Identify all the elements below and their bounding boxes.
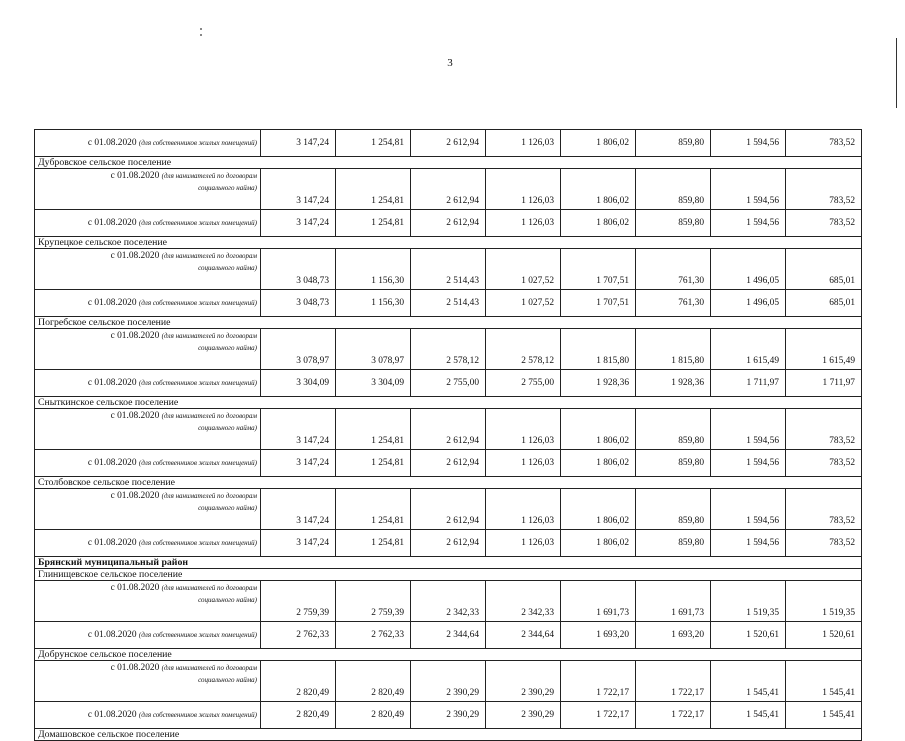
row-label-cell	[35, 409, 261, 450]
tariff-value-cell: 859,80	[636, 489, 711, 530]
tariff-value-cell: 859,80	[636, 130, 711, 157]
tariff-value-cell: 1 520,61	[786, 622, 862, 649]
consumer-note-cont: социального найма)	[198, 676, 257, 684]
tariff-value-cell: 2 759,39	[336, 581, 411, 622]
tariff-value-cell: 2 762,33	[336, 622, 411, 649]
tariff-value-cell: 685,01	[786, 290, 862, 317]
settlement-header-row	[35, 237, 862, 249]
tariff-value-cell: 1 691,73	[561, 581, 636, 622]
tariff-value-cell: 783,52	[786, 409, 862, 450]
tariff-value-cell: 761,30	[636, 249, 711, 290]
tariff-value-cell: 1 156,30	[336, 249, 411, 290]
consumer-note: (для собственников жилых помещений)	[138, 711, 257, 719]
effective-date: с 01.08.2020	[87, 218, 137, 228]
effective-date: с 01.08.2020	[87, 138, 137, 148]
tariff-value-cell: 1 722,17	[561, 702, 636, 729]
row-label-cell	[35, 661, 261, 702]
effective-date: с 01.08.2020	[87, 630, 137, 640]
tariff-table	[34, 129, 862, 741]
settlement-header-row	[35, 649, 862, 661]
effective-date: с 01.08.2020	[110, 251, 160, 261]
tariff-value-cell: 3 304,09	[261, 370, 336, 397]
owner-tariff-row	[35, 290, 862, 317]
tenant-tariff-row	[35, 581, 862, 622]
tariff-value-cell: 1 615,49	[786, 329, 862, 370]
tariff-value-cell: 1 594,56	[711, 409, 786, 450]
tariff-value-cell: 1 722,17	[636, 702, 711, 729]
row-label-cell	[35, 130, 261, 157]
tariff-value-cell: 2 762,33	[261, 622, 336, 649]
tariff-value-cell: 1 806,02	[561, 169, 636, 210]
tariff-value-cell: 2 612,94	[411, 210, 486, 237]
tariff-value-cell: 1 496,05	[711, 290, 786, 317]
tariff-value-cell: 2 514,43	[411, 249, 486, 290]
tariff-value-cell: 1 126,03	[486, 210, 561, 237]
tariff-value-cell: 2 612,94	[411, 169, 486, 210]
settlement-header-row	[35, 477, 862, 489]
settlement-name: Столбовское сельское поселение	[35, 477, 862, 489]
tariff-value-cell: 783,52	[786, 489, 862, 530]
tariff-value-cell: 1 545,41	[786, 661, 862, 702]
tariff-value-cell: 1 594,56	[711, 530, 786, 557]
tariff-value-cell: 1 126,03	[486, 130, 561, 157]
tariff-value-cell: 1 126,03	[486, 530, 561, 557]
tariff-value-cell: 1 156,30	[336, 290, 411, 317]
consumer-note: (для собственников жилых помещений)	[138, 459, 257, 467]
tariff-value-cell: 3 147,24	[261, 169, 336, 210]
tariff-value-cell: 1 711,97	[786, 370, 862, 397]
tenant-tariff-row	[35, 489, 862, 530]
tariff-value-cell: 1 254,81	[336, 130, 411, 157]
tariff-value-cell: 1 806,02	[561, 530, 636, 557]
tariff-value-cell: 1 254,81	[336, 210, 411, 237]
tariff-value-cell: 685,01	[786, 249, 862, 290]
settlement-header-row	[35, 397, 862, 409]
tariff-value-cell: 2 390,29	[486, 661, 561, 702]
settlement-name: Крупецкое сельское поселение	[35, 237, 862, 249]
tariff-value-cell: 3 048,73	[261, 290, 336, 317]
row-label-cell	[35, 581, 261, 622]
tariff-value-cell: 1 254,81	[336, 489, 411, 530]
effective-date: с 01.08.2020	[110, 411, 160, 421]
row-label-cell	[35, 370, 261, 397]
tariff-value-cell: 1 707,51	[561, 290, 636, 317]
effective-date: с 01.08.2020	[87, 298, 137, 308]
tariff-value-cell: 2 820,49	[336, 702, 411, 729]
row-label-cell	[35, 290, 261, 317]
district-header-row	[35, 557, 862, 569]
effective-date: с 01.08.2020	[87, 538, 137, 548]
tariff-value-cell: 2 755,00	[486, 370, 561, 397]
tariff-table-body	[35, 130, 862, 741]
tariff-value-cell: 1 027,52	[486, 249, 561, 290]
tariff-value-cell: 2 390,29	[411, 661, 486, 702]
effective-date: с 01.08.2020	[110, 171, 160, 181]
tariff-value-cell: 2 344,64	[411, 622, 486, 649]
consumer-note-cont: социального найма)	[198, 344, 257, 352]
settlement-name: Погребское сельское поселение	[35, 317, 862, 329]
tariff-value-cell: 1 815,80	[561, 329, 636, 370]
effective-date: с 01.08.2020	[87, 378, 137, 388]
row-label-cell	[35, 329, 261, 370]
tenant-tariff-row	[35, 661, 862, 702]
consumer-note: (для нанимателей по договорам	[161, 172, 257, 180]
owner-tariff-row	[35, 622, 862, 649]
tariff-value-cell: 1 594,56	[711, 210, 786, 237]
tariff-value-cell: 2 578,12	[411, 329, 486, 370]
tariff-value-cell: 1 594,56	[711, 450, 786, 477]
consumer-note-cont: социального найма)	[198, 184, 257, 192]
tariff-value-cell: 1 806,02	[561, 409, 636, 450]
tariff-value-cell: 1 027,52	[486, 290, 561, 317]
scan-edge-mark	[896, 38, 897, 108]
effective-date: с 01.08.2020	[87, 458, 137, 468]
tenant-tariff-row	[35, 249, 862, 290]
tariff-value-cell: 2 612,94	[411, 130, 486, 157]
consumer-note: (для собственников жилых помещений)	[138, 139, 257, 147]
consumer-note: (для нанимателей по договорам	[161, 584, 257, 592]
tariff-value-cell: 3 147,24	[261, 210, 336, 237]
tariff-value-cell: 1 806,02	[561, 130, 636, 157]
tariff-value-cell: 761,30	[636, 290, 711, 317]
tariff-value-cell: 2 514,43	[411, 290, 486, 317]
tariff-value-cell: 1 594,56	[711, 489, 786, 530]
row-label-cell	[35, 210, 261, 237]
tariff-value-cell: 1 928,36	[636, 370, 711, 397]
tariff-value-cell: 2 578,12	[486, 329, 561, 370]
tariff-value-cell: 2 612,94	[411, 409, 486, 450]
row-label-cell	[35, 450, 261, 477]
owner-tariff-row	[35, 702, 862, 729]
consumer-note-cont: социального найма)	[198, 264, 257, 272]
tariff-value-cell: 2 612,94	[411, 450, 486, 477]
tariff-value-cell: 2 390,29	[411, 702, 486, 729]
tariff-value-cell: 1 707,51	[561, 249, 636, 290]
tariff-value-cell: 783,52	[786, 450, 862, 477]
tariff-value-cell: 2 755,00	[411, 370, 486, 397]
tariff-value-cell: 1 126,03	[486, 409, 561, 450]
tariff-value-cell: 1 520,61	[711, 622, 786, 649]
tariff-value-cell: 859,80	[636, 169, 711, 210]
tariff-value-cell: 1 691,73	[636, 581, 711, 622]
tariff-value-cell: 1 545,41	[711, 702, 786, 729]
tariff-value-cell: 859,80	[636, 530, 711, 557]
settlement-header-row	[35, 157, 862, 169]
row-label-cell	[35, 169, 261, 210]
tariff-value-cell: 2 759,39	[261, 581, 336, 622]
scan-dot	[200, 28, 202, 30]
tariff-value-cell: 783,52	[786, 130, 862, 157]
district-name: Брянский муниципальный район	[35, 557, 862, 569]
tariff-value-cell: 3 147,24	[261, 450, 336, 477]
effective-date: с 01.08.2020	[110, 663, 160, 673]
tariff-value-cell: 1 594,56	[711, 169, 786, 210]
tariff-value-cell: 1 496,05	[711, 249, 786, 290]
tariff-value-cell: 1 126,03	[486, 489, 561, 530]
consumer-note: (для нанимателей по договорам	[161, 664, 257, 672]
tariff-value-cell: 1 254,81	[336, 169, 411, 210]
row-label-cell	[35, 530, 261, 557]
tariff-value-cell: 3 078,97	[336, 329, 411, 370]
tariff-value-cell: 1 693,20	[636, 622, 711, 649]
tariff-value-cell: 3 147,24	[261, 489, 336, 530]
tariff-value-cell: 1 722,17	[561, 661, 636, 702]
row-label-cell	[35, 489, 261, 530]
tariff-value-cell: 1 519,35	[711, 581, 786, 622]
tariff-value-cell: 1 711,97	[711, 370, 786, 397]
settlement-header-row	[35, 729, 862, 741]
tariff-value-cell: 2 390,29	[486, 702, 561, 729]
tariff-value-cell: 1 722,17	[636, 661, 711, 702]
tariff-value-cell: 1 545,41	[711, 661, 786, 702]
consumer-note: (для нанимателей по договорам	[161, 252, 257, 260]
consumer-note: (для нанимателей по договорам	[161, 332, 257, 340]
tariff-value-cell: 859,80	[636, 450, 711, 477]
consumer-note: (для нанимателей по договорам	[161, 492, 257, 500]
tariff-value-cell: 2 344,64	[486, 622, 561, 649]
effective-date: с 01.08.2020	[87, 710, 137, 720]
owner-tariff-row	[35, 530, 862, 557]
row-label-cell	[35, 622, 261, 649]
settlement-name: Добрунское сельское поселение	[35, 649, 862, 661]
tariff-value-cell: 1 126,03	[486, 450, 561, 477]
effective-date: с 01.08.2020	[110, 491, 160, 501]
tariff-value-cell: 1 806,02	[561, 450, 636, 477]
row-label-cell	[35, 702, 261, 729]
consumer-note-cont: социального найма)	[198, 424, 257, 432]
tariff-value-cell: 1 815,80	[636, 329, 711, 370]
tariff-value-cell: 1 519,35	[786, 581, 862, 622]
settlement-header-row	[35, 569, 862, 581]
tariff-value-cell: 1 594,56	[711, 130, 786, 157]
consumer-note-cont: социального найма)	[198, 504, 257, 512]
tariff-value-cell: 783,52	[786, 169, 862, 210]
tenant-tariff-row	[35, 409, 862, 450]
settlement-name: Домашовское сельское поселение	[35, 729, 862, 741]
tariff-value-cell: 2 820,49	[261, 661, 336, 702]
tariff-value-cell: 2 820,49	[261, 702, 336, 729]
effective-date: с 01.08.2020	[110, 331, 160, 341]
owner-tariff-row	[35, 210, 862, 237]
tariff-value-cell: 3 078,97	[261, 329, 336, 370]
tariff-value-cell: 2 342,33	[411, 581, 486, 622]
tariff-value-cell: 783,52	[786, 210, 862, 237]
tariff-value-cell: 1 126,03	[486, 169, 561, 210]
owner-tariff-row	[35, 130, 862, 157]
settlement-name: Сныткинское сельское поселение	[35, 397, 862, 409]
scan-dot	[200, 34, 202, 36]
owner-tariff-row	[35, 450, 862, 477]
consumer-note-cont: социального найма)	[198, 596, 257, 604]
tariff-value-cell: 2 342,33	[486, 581, 561, 622]
tariff-value-cell: 1 806,02	[561, 210, 636, 237]
tariff-value-cell: 3 147,24	[261, 409, 336, 450]
page-number: 3	[447, 57, 453, 69]
consumer-note: (для нанимателей по договорам	[161, 412, 257, 420]
tariff-value-cell: 1 693,20	[561, 622, 636, 649]
consumer-note: (для собственников жилых помещений)	[138, 539, 257, 547]
tenant-tariff-row	[35, 169, 862, 210]
tariff-value-cell: 3 147,24	[261, 130, 336, 157]
tariff-value-cell: 1 806,02	[561, 489, 636, 530]
settlement-name: Глинищевское сельское поселение	[35, 569, 862, 581]
settlement-name: Дубровское сельское поселение	[35, 157, 862, 169]
consumer-note: (для собственников жилых помещений)	[138, 631, 257, 639]
row-label-cell	[35, 249, 261, 290]
tariff-value-cell: 3 147,24	[261, 530, 336, 557]
tariff-value-cell: 859,80	[636, 210, 711, 237]
settlement-header-row	[35, 317, 862, 329]
tariff-value-cell: 783,52	[786, 530, 862, 557]
owner-tariff-row	[35, 370, 862, 397]
tenant-tariff-row	[35, 329, 862, 370]
tariff-value-cell: 3 048,73	[261, 249, 336, 290]
consumer-note: (для собственников жилых помещений)	[138, 379, 257, 387]
tariff-value-cell: 1 615,49	[711, 329, 786, 370]
tariff-value-cell: 3 304,09	[336, 370, 411, 397]
tariff-value-cell: 2 612,94	[411, 489, 486, 530]
tariff-value-cell: 859,80	[636, 409, 711, 450]
tariff-value-cell: 1 545,41	[786, 702, 862, 729]
tariff-value-cell: 1 928,36	[561, 370, 636, 397]
tariff-value-cell: 2 820,49	[336, 661, 411, 702]
tariff-value-cell: 1 254,81	[336, 409, 411, 450]
effective-date: с 01.08.2020	[110, 583, 160, 593]
tariff-value-cell: 1 254,81	[336, 450, 411, 477]
tariff-value-cell: 2 612,94	[411, 530, 486, 557]
consumer-note: (для собственников жилых помещений)	[138, 219, 257, 227]
tariff-value-cell: 1 254,81	[336, 530, 411, 557]
consumer-note: (для собственников жилых помещений)	[138, 299, 257, 307]
